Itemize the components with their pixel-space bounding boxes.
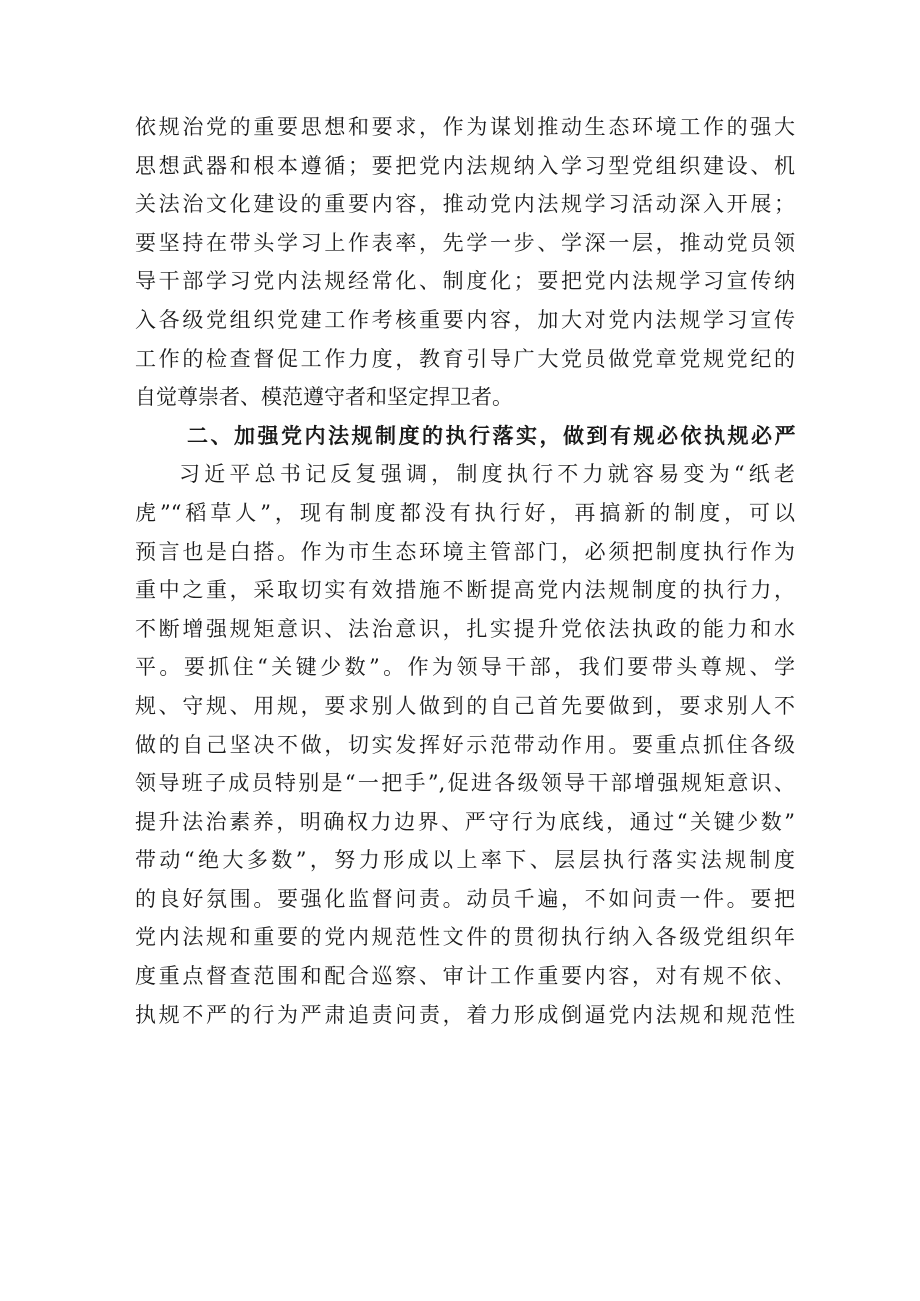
paragraph-line: 依规治党的重要思想和要求，作为谋划推动生态环境工作的强大 — [135, 115, 795, 139]
paragraph-line: 习近平总书记反复强调，制度执行不力就容易变为“纸老 — [179, 462, 795, 487]
paragraph-line: 思想武器和根本遵循；要把党内法规纳入学习型党组织建设、机 — [135, 153, 795, 178]
paragraph-line: 工作的检查督促工作力度，教育引导广大党员做党章党规党纪的 — [135, 346, 795, 371]
paragraph-line: 自觉尊崇者、模范遵守者和坚定捍卫者。 — [135, 385, 513, 410]
paragraph-2 — [135, 455, 795, 1034]
paragraph-line: 预言也是白搭。作为市生态环境主管部门，必须把制度执行作为 — [135, 539, 795, 564]
document-body — [135, 108, 795, 1034]
paragraph-line: 做的自己坚决不做，切实发挥好示范带动作用。要重点抓住各级 — [135, 732, 795, 757]
paragraph-1 — [135, 108, 795, 417]
paragraph-line: 平。要抓住“关键少数”。作为领导干部，我们要带头尊规、学 — [135, 655, 795, 680]
paragraph-line: 要坚持在带头学习上作表率，先学一步、学深一层，推动党员领 — [135, 230, 795, 255]
paragraph-line: 执规不严的行为严肃追责问责，着力形成倒逼党内法规和规范性 — [135, 1002, 795, 1027]
paragraph-line: 领导班子成员特别是“一把手”,促进各级领导干部增强规矩意识、 — [135, 771, 795, 796]
paragraph-line: 虎”“稻草人”，现有制度都没有执行好，再搞新的制度，可以 — [135, 500, 795, 525]
paragraph-line: 提升法治素养，明确权力边界、严守行为底线，通过“关键少数” — [135, 809, 795, 834]
paragraph-line: 规、守规、用规，要求别人做到的自己首先要做到，要求别人不 — [135, 693, 795, 718]
paragraph-line: 关法治文化建设的重要内容，推动党内法规学习活动深入开展； — [135, 192, 795, 217]
paragraph-line: 不断增强规矩意识、法治意识，扎实提升党依法执政的能力和水 — [135, 616, 795, 641]
section-heading: 二、加强党内法规制度的执行落实，做到有规必依执规必严 — [187, 423, 795, 448]
paragraph-line: 带动“绝大多数”，努力形成以上率下、层层执行落实法规制度 — [135, 848, 795, 873]
paragraph-line: 导干部学习党内法规经常化、制度化；要把党内法规学习宣传纳 — [135, 269, 795, 294]
paragraph-line: 度重点督查范围和配合巡察、审计工作重要内容，对有规不依、 — [135, 964, 795, 989]
paragraph-line: 的良好氛围。要强化监督问责。动员千遍，不如问责一件。要把 — [135, 886, 795, 911]
paragraph-line: 入各级党组织党建工作考核重要内容，加大对党内法规学习宣传 — [135, 307, 795, 332]
paragraph-line: 党内法规和重要的党内规范性文件的贯彻执行纳入各级党组织年 — [135, 925, 795, 950]
paragraph-line: 重中之重，采取切实有效措施不断提高党内法规制度的执行力， — [135, 578, 795, 603]
